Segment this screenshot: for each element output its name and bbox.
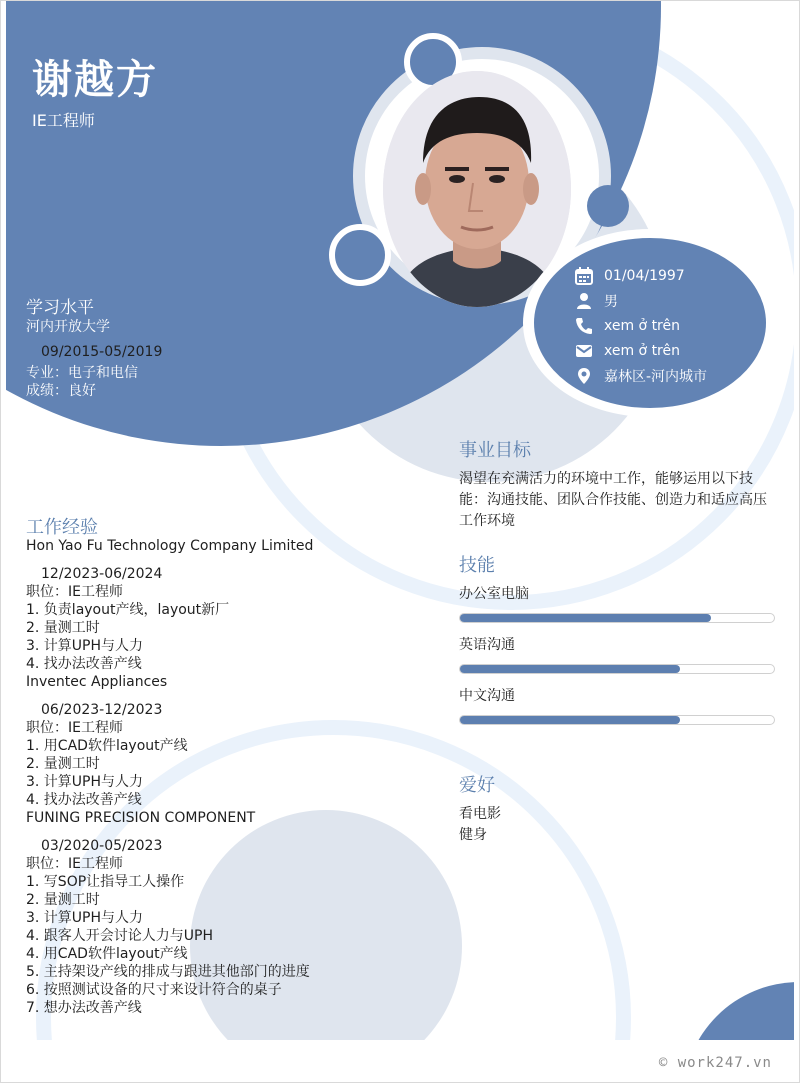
phone-icon [575, 317, 593, 335]
education-period: 09/2015-05/2019 [41, 344, 163, 360]
contact-phone-text: xem ở trên [604, 318, 680, 334]
job-task: 4. 找办法改善产线 [26, 792, 142, 808]
job-task: 4. 找办法改善产线 [26, 656, 142, 672]
contact-birthdate [575, 266, 685, 286]
hobby-item: 健身 [459, 827, 487, 843]
job-task: 5. 主持架设产线的排成与跟进其他部门的进度 [26, 964, 310, 980]
hobby-item: 看电影 [459, 806, 501, 822]
contact-gender [575, 291, 618, 311]
objective-title: 事业目标 [459, 440, 531, 461]
contact-birthdate-text: 01/04/1997 [604, 268, 685, 284]
skill-name: 办公室电脑 [459, 586, 529, 602]
education-grade: 成绩：良好 [26, 383, 96, 399]
education-title: 学习水平 [26, 298, 94, 318]
job-task: 2. 量测工时 [26, 892, 100, 908]
job-position: 职位：IE工程师 [26, 720, 123, 736]
job-task: 3. 计算UPH与人力 [26, 910, 144, 926]
skill-bar [459, 613, 775, 623]
education-school: 河内开放大学 [26, 319, 110, 335]
job-position: 职位：IE工程师 [26, 856, 123, 872]
calendar-icon [575, 267, 593, 285]
contact-address-text: 嘉林区-河内城市 [604, 369, 708, 385]
job-period: 12/2023-06/2024 [41, 566, 163, 582]
skill-bar-fill [460, 614, 711, 622]
job-task: 3. 计算UPH与人力 [26, 774, 144, 790]
job-task: 3. 计算UPH与人力 [26, 638, 144, 654]
hobbies-title: 爱好 [459, 775, 495, 796]
job-task: 1. 用CAD软件layout产线 [26, 738, 188, 754]
contact-gender-text: 男 [604, 294, 618, 310]
candidate-name: 谢越方 [32, 57, 158, 103]
job-task: 2. 量测工时 [26, 620, 100, 636]
skill-bar-fill [460, 665, 680, 673]
job-task: 6. 按照测试设备的尺寸来设计符合的桌子 [26, 982, 282, 998]
job-period: 03/2020-05/2023 [41, 838, 163, 854]
objective-line-3: 工作环境 [459, 513, 515, 529]
skill-bar-fill [460, 716, 680, 724]
contact-email-text: xem ở trên [604, 343, 680, 359]
mail-icon [575, 342, 593, 360]
job-task: 4. 用CAD软件layout产线 [26, 946, 188, 962]
contact-address [575, 366, 707, 386]
job-task: 1. 写SOP让指导工人操作 [26, 874, 185, 890]
job-task: 4. 跟客人开会讨论人力与UPH [26, 928, 214, 944]
education-major: 专业：电子和电信 [26, 365, 138, 381]
photo-bubble-left [329, 224, 391, 286]
person-icon [575, 292, 593, 310]
skill-bar [459, 715, 775, 725]
contact-phone [575, 316, 680, 336]
skill-name: 英语沟通 [459, 637, 515, 653]
job-task: 1. 负责layout产线，layout新厂 [26, 602, 230, 618]
job-company: Inventec Appliances [26, 674, 168, 690]
contact-email [575, 341, 680, 361]
job-position: 职位：IE工程师 [26, 584, 123, 600]
photo-bubble-right [587, 185, 629, 227]
skills-title: 技能 [459, 555, 495, 576]
objective-line-2: 能：沟通技能、团队合作技能、创造力和适应高压 [459, 492, 767, 508]
location-pin-icon [575, 367, 593, 385]
experience-title: 工作经验 [26, 517, 98, 538]
skill-name: 中文沟通 [459, 688, 515, 704]
job-task: 2. 量测工时 [26, 756, 100, 772]
bottom-right-circle [683, 982, 794, 1040]
job-period: 06/2023-12/2023 [41, 702, 163, 718]
objective-line-1: 渴望在充满活力的环境中工作，能够运用以下技 [459, 471, 753, 487]
watermark: © work247.vn [658, 1055, 772, 1071]
skill-bar [459, 664, 775, 674]
job-company: FUNING PRECISION COMPONENT [26, 810, 256, 826]
job-task: 7. 想办法改善产线 [26, 1000, 142, 1016]
candidate-role: IE工程师 [32, 111, 95, 130]
job-company: Hon Yao Fu Technology Company Limited [26, 538, 314, 554]
